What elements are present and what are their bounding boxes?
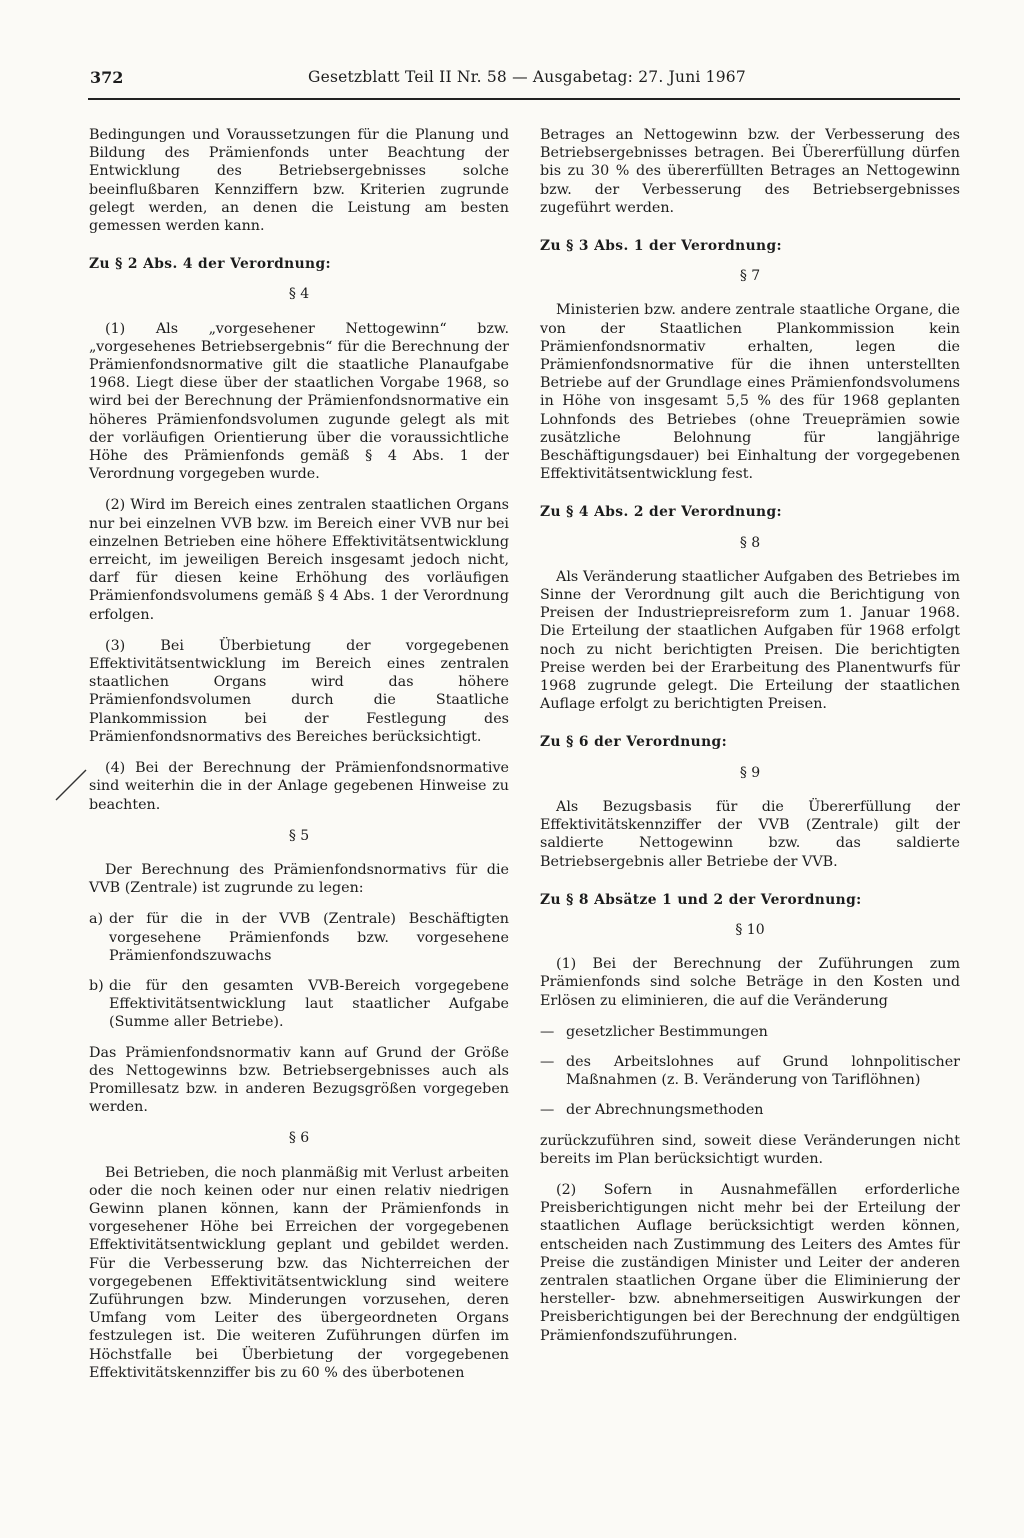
margin-pencil-mark [52, 768, 90, 802]
paragraph-text: Bei Betrieben, die noch planmäßig mit Verlust arbeiten oder die noch keinen oder nur einen relativ niedrigen Gewinn planen können, kann der Prämienfonds in vorgesehener Höhe bei Erreichen der vorgegebenen Effektivitätsentwicklung geplant und gebildet werden. Für die Verbesserung bzw. das Nichterreichen der vorgegebenen Effektivitätsentwicklung sind weitere Zuführungen bzw. Minderungen vorzusehen, deren Umfang vom Leiter des übergeordneten Organs festzulegen ist. Die weiteren Zuführungen dürfen im Höchstfalle bei Überbietung der vorgegebenen Effektivitätskennziffer bis zu 60 % des überbotenen [89, 1164, 509, 1381]
list-text: der Abrechnungsmethoden [566, 1102, 764, 1119]
paragraph-text: Ministerien bzw. andere zentrale staatliche Organe, die von der Staatlichen Plankommission kein Prämienfondsnormativ erhalten, legen die Prämienfondsnormative für die ihnen unterstellten Betriebe auf der Grundlage eines Prämienfondsvolumens in Höhe von insgesamt 5,5 % des für 1968 geplanten Lohnfonds des Betriebes (ohne Treueprämien sowie zusätzliche Belohnung für langjährige Beschäftigungsdauer) bei Einhaltung der vorgegebenen Effektivitätsentwicklung fest. [540, 302, 960, 483]
list-text: die für den gesamten VVB-Bereich vorgegebene Effektivitätsentwicklung laut staatlicher Aufgabe (Summe aller Betriebe). [109, 977, 509, 1031]
section-heading: Zu § 4 Abs. 2 der Verordnung: [540, 504, 782, 521]
paragraph-text: Betrages an Nettogewinn bzw. der Verbesserung des Betriebsergebnisses betragen. Bei Übererfüllung dürfen bis zu 30 % des übererfüllten Betrages an Nettogewinn bzw. der Verbesserung des Betriebsergebnisses zugeführt werden. [540, 127, 960, 216]
section-heading: Zu § 2 Abs. 4 der Verordnung: [89, 256, 331, 273]
paragraph-text: (3) Bei Überbietung der vorgegebenen Effektivitätsentwicklung im Bereich eines zentralen staatlichen Organs wird das höhere Prämienfondsvolumen durch die Staatliche Plankommission bei der Festlegung des Prämienfondsnormativs des Bereiches berücksichtigt. [89, 637, 509, 745]
list-item [540, 1101, 960, 1119]
page-header [88, 64, 960, 100]
paragraph-number: § 10 [735, 921, 765, 938]
list-label: a) [89, 911, 104, 928]
gazette-title: Gesetzblatt Teil II Nr. 58 — Ausgabetag: 27. Juni 1967 [308, 68, 746, 86]
section-heading: Zu § 6 der Verordnung: [540, 734, 728, 751]
intro-paragraph: Bedingungen und Voraussetzungen für die Planung und Bildung des Prämienfonds unter Beachtung der Entwicklung des Betriebsergebnisses solche beeinflußbaren Kennziffern bzw. Kriterien zugrunde gelegt werden, an denen die Leistung am besten gemessen werden kann. [89, 127, 509, 235]
paragraph-text: Der Berechnung des Prämienfondsnormativs für die VVB (Zentrale) ist zugrunde zu legen: [89, 861, 509, 897]
paragraph-text: (2) Wird im Bereich eines zentralen staatlichen Organs nur bei einzelnen VVB bzw. im Bereich einer VVB nur bei einzelnen Betrieben eine höhere Effektivitätsentwicklung erreicht, im jeweiligen Bereich insgesamt jedoch nicht, darf für diesen keine Erhöhung des vorläufigen Prämienfondsvolumens gemäß § 4 Abs. 1 der Verordnung erfolgen. [89, 497, 509, 623]
list-item [540, 1053, 960, 1089]
list-item [89, 910, 509, 965]
page-number: 372 [90, 68, 124, 87]
list-label: b) [89, 977, 104, 994]
paragraph-text: (2) Sofern in Ausnahmefällen erforderliche Preisberichtigungen nicht mehr bei der Erteilung der staatlichen Auflage berücksichtigt werden können, entscheiden nach Zustimmung des Leiters des Amtes für Preise die zuständigen Minister und Leiter der anderen zentralen staatlichen Organe über die Eliminierung der hersteller- bzw. abnehmerseitigen Auswirkungen der Preisberichtigungen bei der Berechnung der endgültigen Prämienfondszuführungen. [540, 1181, 960, 1344]
list-text: der für die in der VVB (Zentrale) Beschäftigten vorgesehene Prämienfonds bzw. vorgesehene Prämienfondszuwachs [109, 911, 509, 964]
list-item [540, 1023, 960, 1041]
paragraph-text: zurückzuführen sind, soweit diese Veränderungen nicht bereits im Plan berücksichtigt wurden. [540, 1132, 960, 1167]
paragraph-text: (1) Als „vorgesehener Nettogewinn“ bzw. „vorgesehenes Betriebsergebnis“ für die Berechnung der Prämienfondsnormative gilt die staatliche Planaufgabe 1968. Liegt diese über der staatlichen Vorgabe 1968, so wird bei der Berechnung der Prämienfondsnormative ein höheres Prämienfondsvolumen zugunde gelegt als mit der vorläufigen Orientierung über die voraussichtliche Höhe des Prämienfonds gemäß § 4 Abs. 1 der Verordnung vorgegeben wurde. [89, 320, 509, 483]
dash-marker: — [540, 1053, 555, 1070]
paragraph-number: § 4 [288, 286, 310, 303]
paragraph-text: Das Prämienfondsnormativ kann auf Grund der Größe des Nettogewinns bzw. Betriebsergebnisses auch als Promillesatz bzw. in anderen Bezugsgrößen vorgegeben werden. [89, 1044, 509, 1116]
section-heading: Zu § 8 Absätze 1 und 2 der Verordnung: [540, 891, 862, 908]
paragraph-text: (1) Bei der Berechnung der Zuführungen zum Prämienfonds sind solche Beträge in den Kosten und Erlösen zu eliminieren, die auf die Veränderung [540, 956, 960, 1009]
paragraph-number: § 8 [739, 534, 761, 551]
paragraph-text: Als Veränderung staatlicher Aufgaben des Betriebes im Sinne der Verordnung gilt auch die Berichtigung von Preisen der Industriepreisreform zum 1. Januar 1968. Die Erteilung der staatlichen Aufgaben für 1968 erfolgt noch zu nicht berichtigten Preisen. Die berichtigten Preise werden bei der Erarbeitung des Planentwurfs für 1968 zugrunde gelegt. Die Erteilung der staatlichen Auflage erfolgt zu berichtigten Preisen. [540, 568, 960, 713]
dash-marker: — [540, 1023, 555, 1040]
paragraph-number: § 6 [288, 1130, 310, 1147]
paragraph-number: § 5 [288, 827, 310, 844]
list-text: des Arbeitslohnes auf Grund lohnpolitischer Maßnahmen (z. B. Veränderung von Tariflöhnen) [566, 1053, 960, 1089]
right-column [540, 126, 960, 1358]
list-text: gesetzlicher Bestimmungen [566, 1023, 768, 1040]
paragraph-number: § 7 [739, 268, 761, 285]
paragraph-text: Als Bezugsbasis für die Übererfüllung der Effektivitätskennziffer der VVB (Zentrale) gilt der saldierte Nettogewinn bzw. das saldierte Betriebsergebnis aller Betriebe der VVB. [540, 798, 960, 870]
left-column [89, 126, 509, 1395]
paragraph-text: (4) Bei der Berechnung der Prämienfondsnormative sind weiterhin die in der Anlage gegebenen Hinweise zu beachten. [89, 760, 509, 813]
section-heading: Zu § 3 Abs. 1 der Verordnung: [540, 238, 782, 255]
list-item [89, 977, 509, 1032]
paragraph-number: § 9 [739, 764, 761, 781]
dash-marker: — [540, 1102, 555, 1119]
